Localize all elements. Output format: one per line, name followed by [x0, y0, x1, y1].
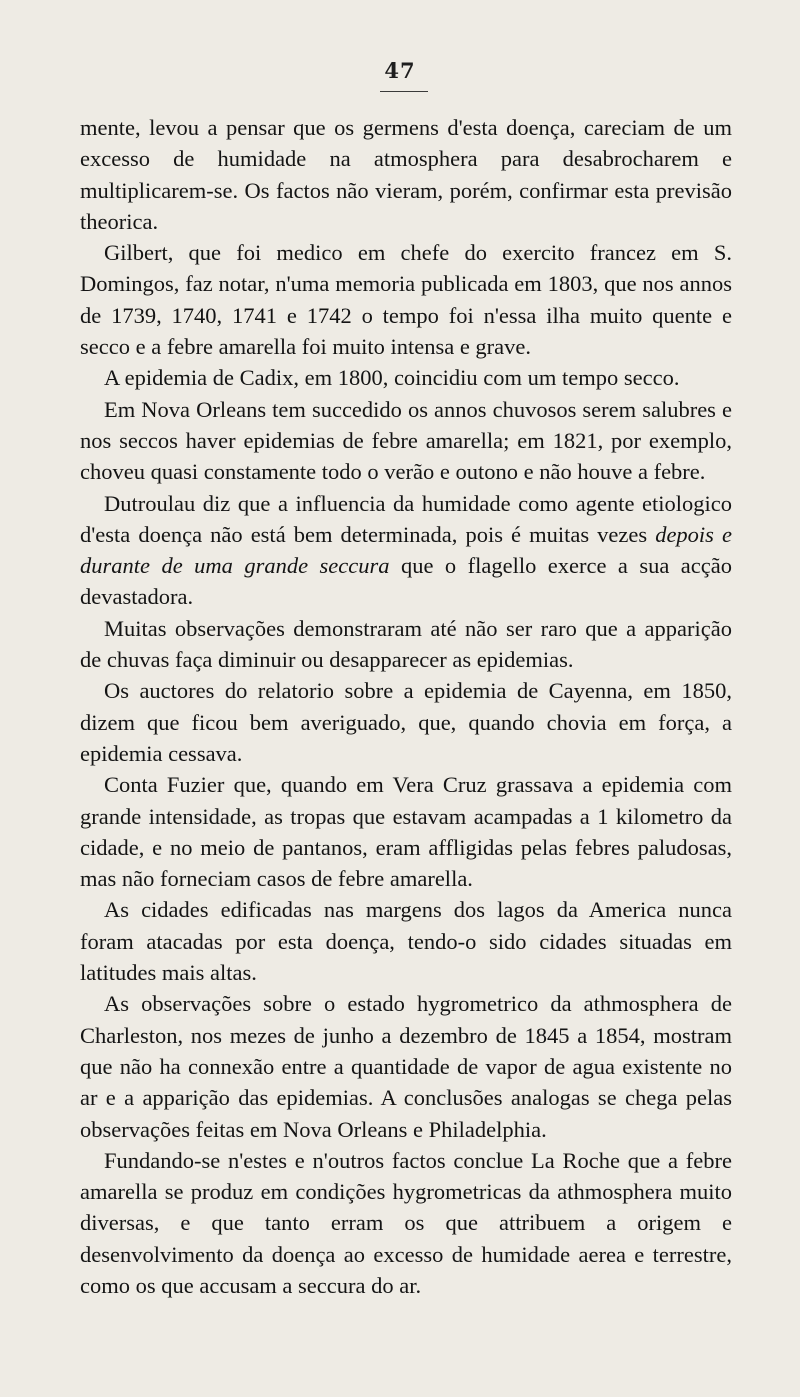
- paragraph: mente, levou a pensar que os germens d'esta doença, careciam de um excesso de humidade na atmosphera para desabrocharem e multiplicarem-se. Os factos não vieram, porém, confirmar esta previsão theorica.: [80, 115, 732, 234]
- paragraph-text: que o flagello exerce a sua acção devastadora.: [80, 553, 732, 610]
- paragraph: As observações sobre o estado hygrometrico da athmosphera de Charleston, nos mezes de junho a dezembro de 1845 a 1854, mostram que não ha connexão entre a quantidade de vapor de agua existente no ar e a apparição das epidemias. A conclusões analogas se chega pelas observações feitas em Nova Orleans e Philadelphia.: [80, 991, 732, 1142]
- paragraph: As cidades edificadas nas margens dos lagos da America nunca foram atacadas por esta doença, tendo-o sido cidades situadas em latitudes mais altas.: [80, 897, 732, 986]
- paragraph: Gilbert, que foi medico em chefe do exercito francez em S. Domingos, faz notar, n'uma memoria publicada em 1803, que nos annos de 1739, 1740, 1741 e 1742 o tempo foi n'essa ilha muito quente e secco e a febre amarella foi muito intensa e grave.: [80, 240, 732, 360]
- paragraph: Os auctores do relatorio sobre a epidemia de Cayenna, em 1850, dizem que ficou bem averiguado, que, quando chovia em força, a epidemia cessava.: [80, 678, 732, 766]
- paragraph: A epidemia de Cadix, em 1800, coincidiu com um tempo secco.: [104, 365, 680, 391]
- paragraph-text: Dutroulau diz que a influencia da humidade como agente etiologico d'esta doença não está bem determinada, pois é muitas vezes: [80, 490, 732, 547]
- paragraph: Em Nova Orleans tem succedido os annos chuvosos serem salubres e nos seccos haver epidemias de febre amarella; em 1821, por exemplo, choveu quasi constamente todo o verão e outono e não houve a febre.: [80, 396, 732, 485]
- italic-phrase: depois e durante de uma grande seccura: [80, 521, 732, 579]
- page-number-rule: [380, 91, 428, 92]
- paragraph: Conta Fuzier que, quando em Vera Cruz grassava a epidemia com grande intensidade, as tropas que estavam acampadas a 1 kilometro da cidade, e no meio de pantanos, eram affligidas pelas febres paludosas, mas não forneciam casos de febre amarella.: [80, 772, 732, 892]
- paragraph: Fundando-se n'estes e n'outros factos conclue La Roche que a febre amarella se produz em condições hygrometricas da athmosphera muito diversas, e que tanto erram os que attribuem a origem e desenvolvimento da doença ao excesso de humidade aerea e terrestre, como os que accusam a seccura do ar.: [80, 1147, 732, 1298]
- body-text: [80, 112, 732, 1301]
- paragraph: Muitas observações demonstraram até não ser raro que a apparição de chuvas faça diminuir ou desapparecer as epidemias.: [80, 615, 732, 673]
- paragraph: [80, 488, 732, 613]
- page-number: 47: [384, 58, 416, 83]
